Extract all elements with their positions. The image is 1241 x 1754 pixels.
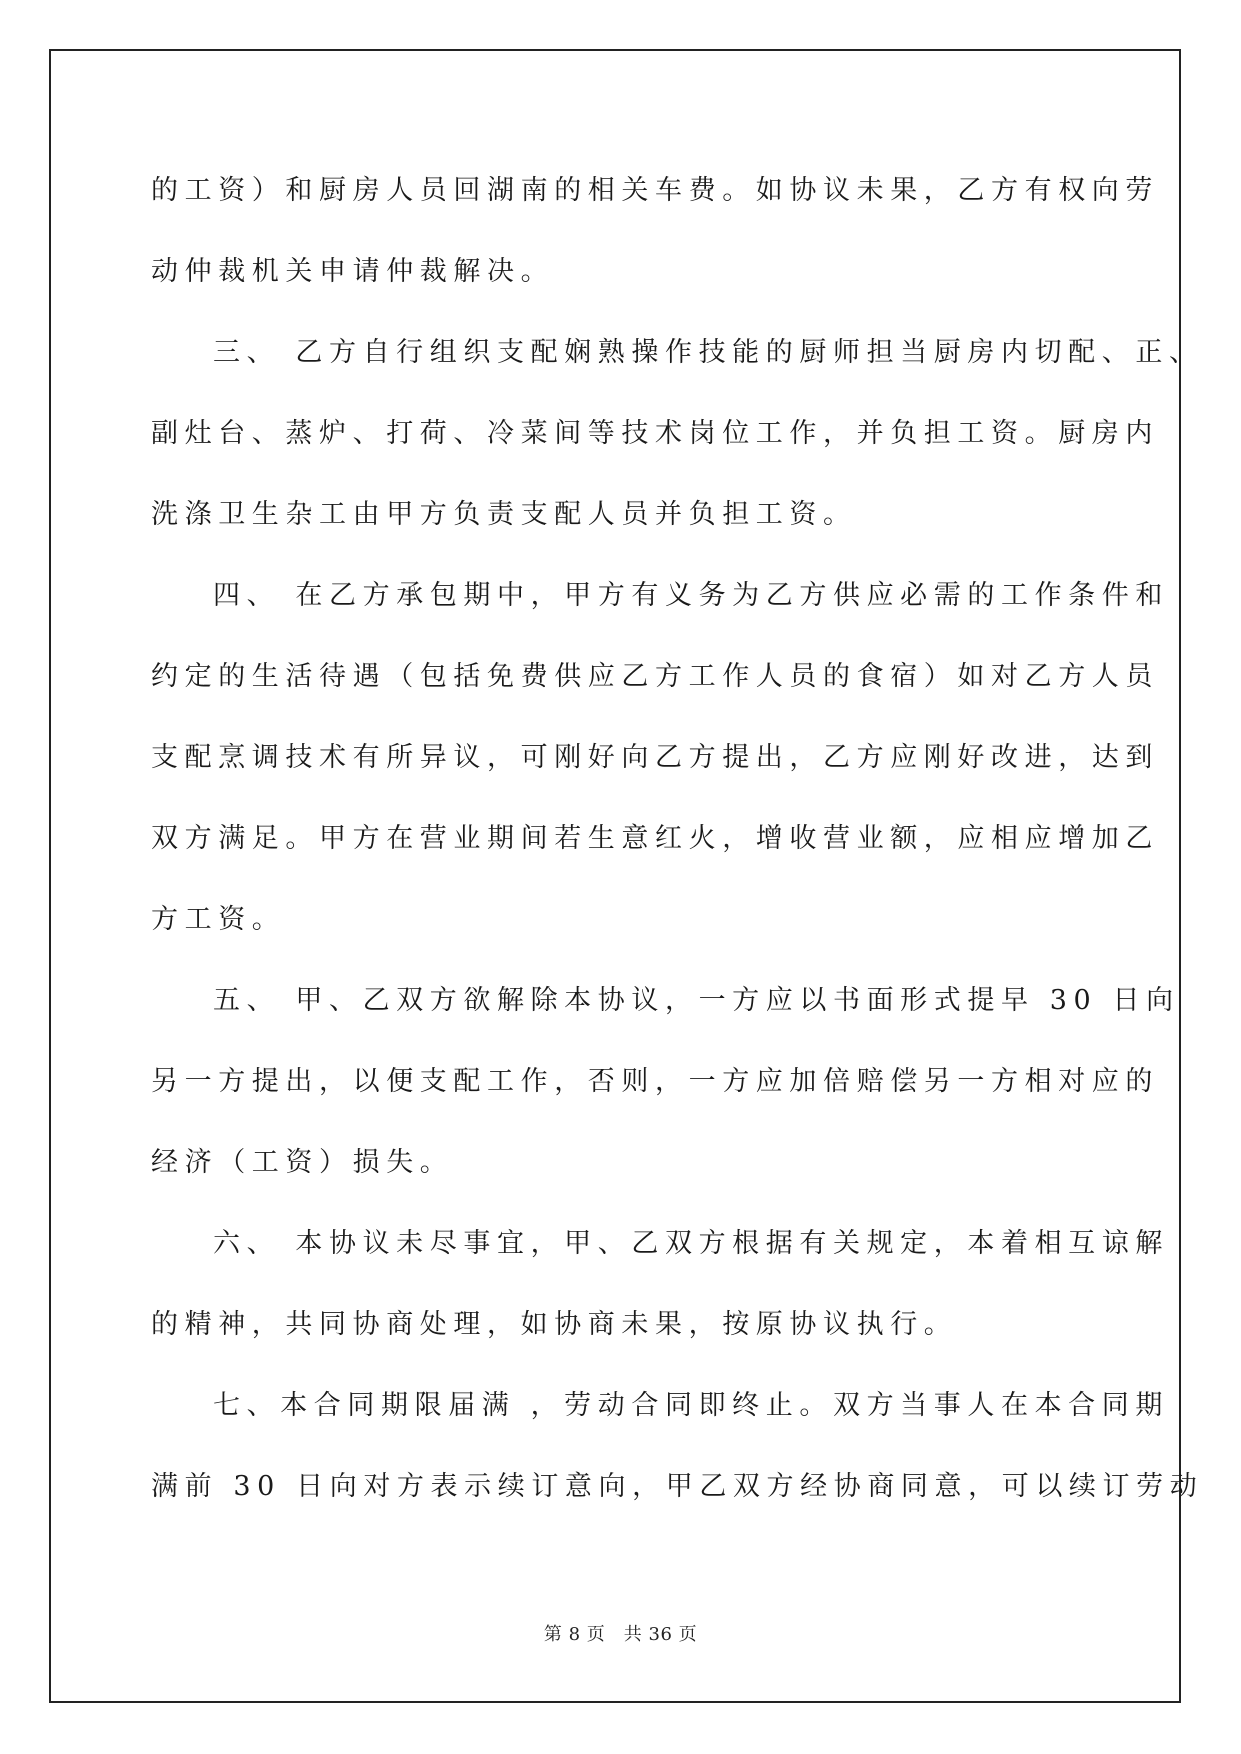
text-line: 支配烹调技术有所异议，可刚好向乙方提出，乙方应刚好改进，达到 xyxy=(151,742,1159,773)
text-line: 满前 30 日向对方表示续订意向，甲乙双方经协商同意，可以续订劳动 xyxy=(151,1471,1204,1502)
clause-four-start: 四、 在乙方承包期中，甲方有义务为乙方供应必需的工作条件和 xyxy=(213,580,1169,611)
text-line: 另一方提出，以便支配工作，否则，一方应加倍赔偿另一方相对应的 xyxy=(151,1066,1159,1097)
text-line: 洗涤卫生杂工由甲方负责支配人员并负担工资。 xyxy=(151,499,857,530)
text-line: 方工资。 xyxy=(151,904,286,935)
clause-five-start: 五、 甲、乙双方欲解除本协议，一方应以书面形式提早 30 日向 xyxy=(213,985,1180,1016)
text-line: 副灶台、蒸炉、打荷、冷菜间等技术岗位工作，并负担工资。厨房内 xyxy=(151,418,1159,449)
clause-three-start: 三、 乙方自行组织支配娴熟操作技能的厨师担当厨房内切配、正、 xyxy=(213,337,1203,368)
text-line: 的精神，共同协商处理，如协商未果，按原协议执行。 xyxy=(151,1309,958,1340)
clause-seven-start: 七、本合同期限届满 ，劳动合同即终止。双方当事人在本合同期 xyxy=(213,1390,1169,1421)
page-number-footer: 第 8 页 共 36 页 xyxy=(543,1624,698,1645)
text-line: 动仲裁机关申请仲裁解决。 xyxy=(151,256,555,287)
clause-six-start: 六、 本协议未尽事宜，甲、乙双方根据有关规定，本着相互谅解 xyxy=(213,1228,1169,1259)
text-line: 经济（工资）损失。 xyxy=(151,1147,454,1178)
document-body xyxy=(151,150,1204,1527)
text-line: 约定的生活待遇（包括免费供应乙方工作人员的食宿）如对乙方人员 xyxy=(151,661,1159,692)
text-line: 的工资）和厨房人员回湖南的相关车费。如协议未果，乙方有权向劳 xyxy=(151,175,1159,206)
text-line: 双方满足。甲方在营业期间若生意红火，增收营业额，应相应增加乙 xyxy=(151,823,1159,854)
